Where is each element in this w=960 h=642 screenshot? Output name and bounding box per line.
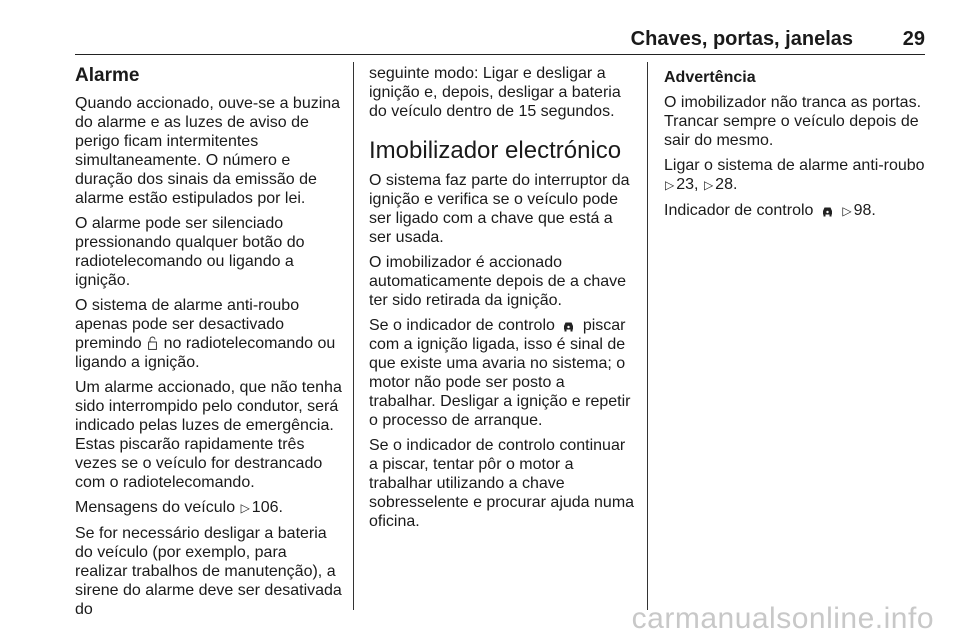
paragraph: Um alarme accionado, que não tenha sido interrompido pelo condutor, será indicado pelas luzes de emergência. Estas piscarão rapidamente três vezes se o veículo for destrancado com o radiotelecomando.	[75, 379, 342, 491]
page-title: Chaves, portas, janelas	[630, 28, 853, 50]
arrow-reference-icon: ▷	[240, 501, 250, 515]
arrow-reference-icon: ▷	[842, 204, 852, 218]
paragraph: O sistema faz parte do interruptor da ignição e verifica se o veículo pode ser ligado com a chave que está a ser usada.	[369, 172, 630, 246]
car-key-icon	[562, 320, 575, 332]
paragraph	[664, 201, 932, 221]
page-reference[interactable]: 98.	[853, 202, 876, 219]
text: Indicador de controlo	[664, 202, 814, 219]
text: no radiotelecomando ou ligando a ignição.	[75, 335, 336, 371]
page-reference[interactable]: 28.	[715, 176, 738, 193]
paragraph	[75, 296, 343, 372]
text: piscar com a ignição ligada, isso é sinal de que existe uma avaria no sistema; o motor não pode ser posto a trabalhar. Desligar a ignição e repetir o processo de arranque.	[369, 317, 631, 429]
section-heading-imobilizador: Imobilizador electrónico	[369, 137, 622, 164]
text: O sistema de alarme anti-roubo apenas pode ser desactivado premindo	[75, 297, 300, 352]
page-number: 29	[902, 28, 925, 50]
arrow-reference-icon: ▷	[703, 178, 714, 192]
paragraph: O imobilizador é accionado automaticamente depois de a chave ter sido retirada da ignição.	[369, 254, 627, 309]
warning-title: Advertência	[664, 69, 756, 86]
paragraph: Se for necessário desligar a bateria do veículo (por exemplo, para realizar trabalhos de manutenção), a sirene do alarme deve ser desativada do	[75, 525, 342, 618]
column-divider-2	[647, 62, 648, 610]
text: Ligar o sistema de alarme anti-roubo	[664, 157, 925, 174]
paragraph	[369, 316, 635, 430]
column-1	[75, 64, 343, 625]
section-heading-alarme: Alarme	[75, 65, 140, 86]
column-divider-1	[353, 62, 354, 610]
page-header	[75, 28, 925, 55]
car-key-icon	[821, 205, 834, 217]
paragraph: seguinte modo: Ligar e desligar a ignição e, depois, desligar a bateria do veículo dentro de 15 segundos.	[369, 65, 621, 120]
warning-text	[664, 156, 932, 195]
paragraph: Quando accionado, ouve-se a buzina do alarme e as luzes de aviso de perigo ficam intermitentes simultaneamente. O número e duração dos sinais da emissão de alarme estão estipulados por lei.	[75, 95, 341, 207]
column-2	[369, 64, 635, 537]
watermark: carmanualsonline.info	[631, 602, 934, 635]
paragraph	[75, 498, 343, 518]
arrow-reference-icon: ▷	[665, 178, 675, 192]
unlock-icon	[148, 336, 157, 350]
paragraph: Se o indicador de controlo continuar a piscar, tentar pôr o motor a trabalhar utilizando a chave sobresselente e procurar ajuda numa oficina.	[369, 437, 635, 530]
paragraph: O alarme pode ser silenciado pressionando qualquer botão do radiotelecomando ou ligando a ignição.	[75, 215, 305, 289]
page-reference[interactable]: 23,	[676, 176, 699, 193]
text: Se o indicador de controlo	[369, 317, 555, 334]
warning-box	[664, 68, 932, 195]
warning-text: O imobilizador não tranca as portas. Trancar sempre o veículo depois de sair do mesmo.	[664, 94, 922, 149]
text: Mensagens do veículo	[75, 499, 236, 516]
page-reference[interactable]: 106.	[251, 499, 283, 516]
column-3	[664, 68, 932, 227]
